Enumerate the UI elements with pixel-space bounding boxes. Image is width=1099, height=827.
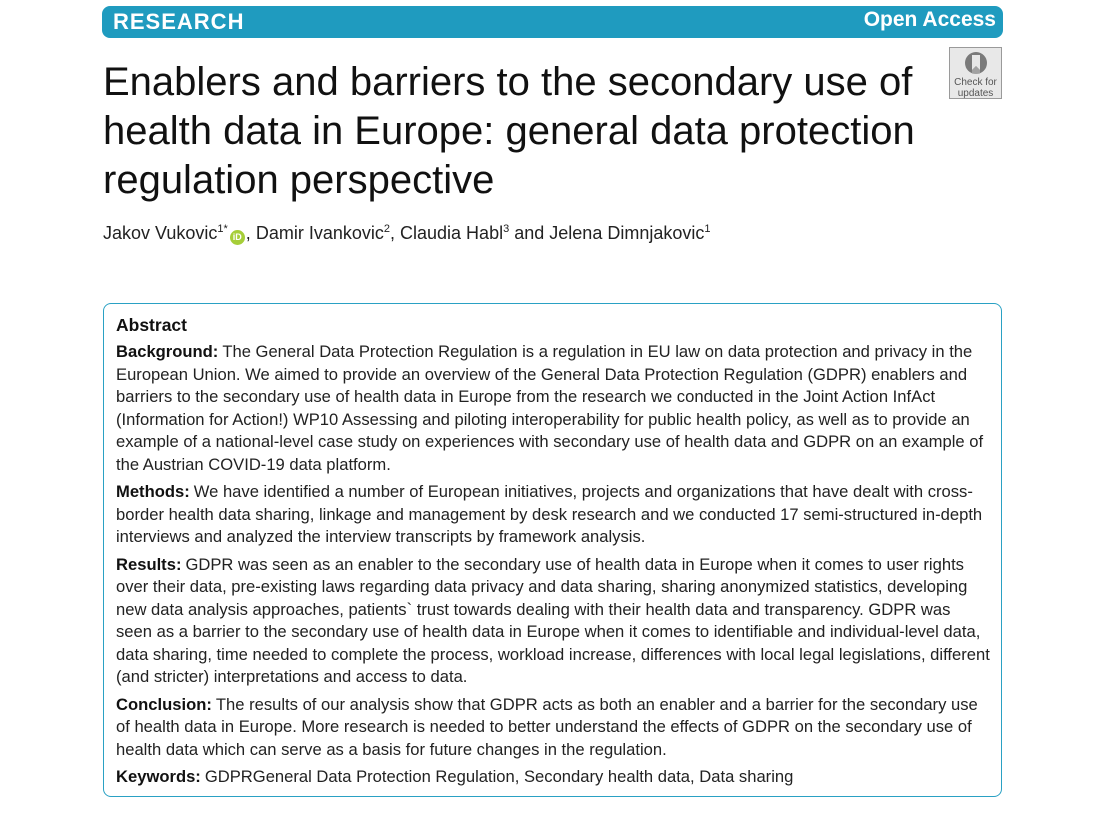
open-access-label: Open Access <box>863 8 996 31</box>
orcid-icon[interactable]: iD <box>230 230 245 245</box>
keywords-label: Keywords: <box>116 767 201 786</box>
section-label: RESEARCH <box>113 9 245 34</box>
conclusion-label: Conclusion: <box>116 694 212 714</box>
check-for-updates-line2: updates <box>957 88 994 99</box>
conclusion-text: The results of our analysis show that GDPR acts as both an enabler and a barrier for the secondary use of health data in Europe. More research is needed to better understand the effects of GDPR on the secondary use of health data which can serve as a basis for future changes in the regulation. <box>116 694 978 759</box>
author-list <box>103 223 710 245</box>
section-banner <box>102 6 1003 38</box>
author-affiliation: 1* <box>217 223 228 235</box>
author-separator: and <box>514 223 545 243</box>
author-separator: , <box>245 223 251 243</box>
abstract-results <box>116 554 991 689</box>
abstract-box <box>103 303 1002 797</box>
keywords-text: GDPRGeneral Data Protection Regulation, Secondary health data, Data sharing <box>204 767 794 786</box>
author-affiliation: 3 <box>503 223 510 235</box>
author-name[interactable]: Jakov Vukovic <box>103 223 218 243</box>
check-for-updates-button[interactable] <box>949 47 1002 99</box>
author-separator: , <box>389 223 395 243</box>
abstract-heading: Abstract <box>116 315 187 335</box>
results-label: Results: <box>116 554 182 574</box>
background-text: The General Data Protection Regulation is a regulation in EU law on data protection and privacy in the European Union. We aimed to provide an overview of the General Data Protection Regulation (GDPR) enablers and barriers to the secondary use of health data in Europe from the research we conducted in the Joint Action InfAct (Information for Action!) WP10 Assessing and piloting interoperability for public health policy, as well as to provide an example of a national-level case study on experiences with secondary use of health data and GDPR on an example of the Austrian COVID-19 data platform. <box>116 342 984 474</box>
abstract-keywords <box>116 766 991 789</box>
abstract-conclusion <box>116 694 991 762</box>
methods-text: We have identified a number of European initiatives, projects and organizations that have dealt with cross-border health data sharing, linkage and management by desk research and we conducted 17 semi-structured in-depth interviews and analyzed the interview transcripts by framework analysis. <box>116 482 983 546</box>
results-text: GDPR was seen as an enabler to the secondary use of health data in Europe when it comes to user rights over their data, pre-existing laws regarding data privacy and data sharing, sharing anonymized statistics, developing new data analysis approaches, patients` trust towards dealing with their health data and transparency. GDPR was seen as a barrier to the secondary use of health data in Europe when it comes to identifiable and individual-level data, data sharing, time needed to complete the process, workload increase, differences with local legal legislations, different (and stricter) interpretations and access to data. <box>116 554 990 686</box>
article-title: Enablers and barriers to the secondary use of health data in Europe: general data protection regulation perspective <box>103 60 915 202</box>
abstract-methods <box>116 481 991 549</box>
author-name[interactable]: Jelena Dimnjakovic <box>549 223 705 243</box>
methods-label: Methods: <box>116 482 190 501</box>
author-affiliation: 1 <box>704 223 711 235</box>
author-name[interactable]: Claudia Habl <box>400 223 504 243</box>
author-name[interactable]: Damir Ivankovic <box>255 223 384 243</box>
crossmark-icon <box>964 51 988 77</box>
background-label: Background: <box>116 342 219 361</box>
check-for-updates-line1: Check for <box>954 77 997 88</box>
author-affiliation: 2 <box>383 223 390 235</box>
abstract-background <box>116 341 991 476</box>
